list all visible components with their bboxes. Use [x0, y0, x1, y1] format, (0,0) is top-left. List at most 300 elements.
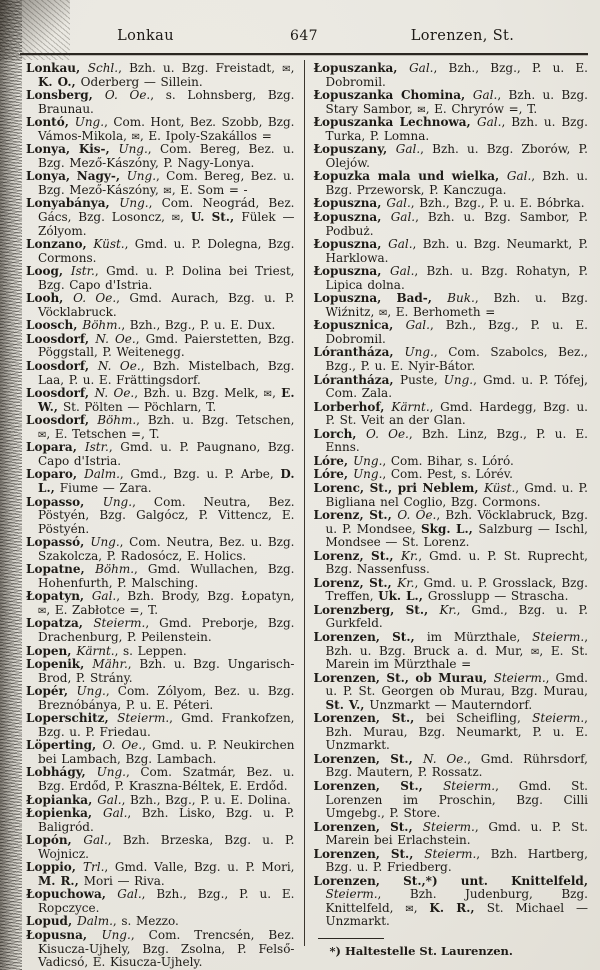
entry-name: Łopianka,	[26, 792, 98, 807]
header-rule	[20, 53, 588, 55]
gazetteer-entry	[26, 807, 295, 834]
entry-text: , Bzh. u. Bzg. Rohatyn, P. Lipica dolna.	[325, 264, 588, 292]
entry-text: , Gmd. Valle, Bzg. u. P. Mori,	[104, 860, 295, 875]
crownland-abbrev: Ung.	[443, 372, 474, 387]
entry-text: , Gmd. Frankofzen, Bzg. u. P. Friedau.	[38, 711, 295, 739]
entry-name: Lorenzen, St.,	[313, 819, 423, 834]
entry-text: Fiume — Zara.	[59, 480, 152, 495]
gazetteer-entry	[314, 346, 589, 373]
entry-text: , E. Som = -	[171, 182, 248, 197]
entry-text: , Gmd. u. P. St. Georgen ob Murau, Bzg. Murau,	[325, 670, 588, 699]
crownland-abbrev: Gal.	[388, 237, 413, 252]
post-horn-icon: ✉	[378, 307, 388, 319]
entry-text: , Gmd. u. P. Tófej, Com. Zala.	[325, 372, 588, 401]
gazetteer-entry	[26, 712, 295, 739]
crownland-abbrev: N. Oe.	[94, 386, 135, 401]
entry-text: , E. Ipoly-Szakállos =	[139, 128, 272, 143]
gazetteer-entry	[314, 468, 589, 482]
gazetteer-entry	[26, 645, 295, 659]
crownland-abbrev: Küst.	[484, 480, 516, 495]
entry-name: Lorenzen, St.,	[313, 629, 427, 644]
entry-name: Lopasso,	[26, 494, 103, 509]
entry-name: Loosdorf,	[26, 386, 95, 401]
gazetteer-entry	[314, 712, 589, 753]
entry-text: , Gmd. u. P. Grosslack, Bzg. Treffen,	[325, 575, 588, 604]
gazetteer-entry	[314, 672, 589, 713]
entry-text: , Com. Neográd, Bez. Gács, Bzg. Losoncz,	[38, 196, 295, 225]
entry-text: Unzmarkt — Mauterndorf.	[369, 697, 533, 712]
gazetteer-entry	[26, 238, 295, 265]
entry-name: Lóre,	[313, 467, 354, 482]
gazetteer-entry	[314, 821, 589, 848]
entry-text: , Com. Zólyom, Bez. u. Bzg. Breznóbánya, P. u. E. Péteri.	[38, 684, 295, 712]
crownland-abbrev: Dalm.	[84, 467, 120, 482]
gazetteer-entry	[26, 319, 295, 333]
entry-name: Łopuszna,	[313, 196, 387, 211]
gazetteer-entry	[314, 550, 589, 577]
entry-name: U. St.,	[190, 210, 242, 225]
crownland-abbrev: N. Oe.	[97, 359, 141, 374]
entry-text: , Bzh. u. Bzg. Wiźnitz,	[325, 291, 588, 319]
crownland-abbrev: Ung.	[126, 169, 157, 184]
crownland-abbrev: Gal.	[477, 115, 502, 130]
entry-name: Łopienka,	[26, 806, 103, 821]
gazetteer-entry	[26, 143, 295, 170]
entry-name: Lopassó,	[26, 535, 91, 550]
entry-text: , Gmd. Hardegg, Bzg. u. P. St. Veit an der Glan.	[325, 399, 588, 428]
gazetteer-entry	[314, 238, 589, 265]
gazetteer-entry	[26, 794, 295, 808]
entry-text: , Bzh., Bzg., P. u. E. Dolina.	[121, 792, 291, 807]
gazetteer-entry	[26, 739, 295, 766]
crownland-abbrev: Steierm.	[117, 711, 170, 726]
post-horn-icon: ✉	[417, 104, 426, 116]
entry-text: , Gmd. u. P. Neukirchen bei Lambach, Bzg. Lambach.	[38, 738, 295, 766]
gazetteer-entry	[26, 116, 295, 143]
crownland-abbrev: Steierm.	[93, 616, 146, 631]
entry-text: , Bzh. u. Bzg. Turka, P. Lomna.	[325, 115, 588, 143]
entry-name: Lobhágy,	[26, 765, 97, 780]
gazetteer-entry	[26, 685, 295, 712]
crownland-abbrev: Küst.	[93, 237, 125, 252]
entry-name: Łopuszanka Lechnowa,	[313, 115, 478, 130]
entry-name: Looh,	[26, 291, 74, 306]
entry-text: , Com. Hont, Bez. Szobb, Bzg. Vámos-Mikola,	[38, 115, 295, 143]
crownland-abbrev: O. Oe.	[104, 88, 151, 103]
entry-name: Lorenzen, St.,*) unt. Knittelfeld,	[313, 873, 588, 888]
entry-text: Salzburg — Ischl, Mondsee — St. Lorenz.	[325, 521, 588, 550]
text-columns	[18, 60, 590, 970]
entry-text: , E. Chryrów =, T.	[425, 101, 538, 116]
footnote-rule	[318, 938, 384, 939]
crownland-abbrev: O. Oe.	[366, 426, 409, 441]
gazetteer-entry	[314, 753, 589, 780]
crownland-abbrev: Gal.	[472, 88, 498, 103]
crownland-abbrev: Steierm.	[532, 629, 585, 644]
header-left-keyword: Lonkau	[117, 28, 174, 44]
entry-name: Lonya, Kis-,	[26, 142, 119, 157]
post-horn-icon: ✉	[38, 429, 47, 441]
entry-name: Lopatne,	[26, 562, 96, 577]
crownland-abbrev: Gal.	[395, 142, 421, 157]
gazetteer-entry	[314, 374, 589, 401]
gazetteer-entry	[26, 333, 295, 360]
entry-name: Lonzano,	[26, 237, 94, 252]
page-number: 647	[290, 28, 318, 44]
gazetteer-entry	[314, 482, 589, 509]
entry-name: Łopuszanka,	[313, 61, 410, 75]
crownland-abbrev: Steierm.	[422, 819, 475, 834]
footnote: *) Haltestelle St. Laurenzen.	[329, 944, 513, 958]
entry-text: , Bzh. Brzeska, Bzg. u. P. Wojnicz.	[38, 833, 295, 861]
entry-name: Lorenz, St.,	[313, 508, 398, 523]
crownland-abbrev: O. Oe.	[102, 738, 143, 753]
entry-text: , Bzh. Linz, Bzg., P. u. E. Enns.	[325, 426, 588, 455]
entry-name: Uk. L.,	[378, 589, 428, 604]
crownland-abbrev: Gal.	[97, 792, 122, 807]
entry-name: Lorenzberg, St.,	[313, 602, 440, 617]
entry-name: Skg. L.,	[421, 521, 479, 536]
entry-name: Lonkau,	[26, 61, 88, 75]
gazetteer-entry	[26, 62, 295, 89]
entry-text: , Com. Pest, s. Lórév.	[382, 467, 513, 482]
entry-text: , Gmd. u. P. Dolina bei Triest, Bzg. Capo d'Istria.	[38, 264, 295, 292]
entry-name: Lopenik,	[26, 657, 93, 672]
gazetteer-entry	[314, 631, 589, 672]
crownland-abbrev: Gal.	[91, 589, 117, 604]
crownland-abbrev: Istr.	[70, 264, 95, 279]
entry-name: M. R.,	[38, 873, 84, 888]
gazetteer-entry	[26, 658, 295, 685]
crownland-abbrev: Gal.	[405, 318, 430, 333]
gazetteer-entry	[314, 170, 589, 197]
crownland-abbrev: Ung.	[96, 765, 126, 780]
entry-name: Lorenc, St., pri Neblem,	[313, 480, 485, 495]
post-horn-icon: ✉	[263, 389, 273, 401]
entry-name: Lopuszna, Bad-,	[313, 291, 448, 306]
entry-name: Löperting,	[26, 738, 103, 753]
entry-name: St. V.,	[325, 697, 370, 712]
gazetteer-entry	[314, 428, 589, 455]
entry-text: , Bzh. u. Bzg. Neumarkt, P. Harklowa.	[325, 237, 588, 265]
entry-name: Lopen,	[26, 643, 77, 658]
crownland-abbrev: O. Oe.	[397, 508, 437, 523]
entry-text: , Bzh., Bzg., P. u. E. Dobromil.	[325, 61, 588, 89]
crownland-abbrev: Steierm.	[532, 711, 585, 726]
entry-text: im Mürzthale,	[426, 629, 533, 644]
entry-name: D. L.,	[38, 467, 295, 495]
gazetteer-entry	[314, 211, 589, 238]
crownland-abbrev: O. Oe.	[73, 291, 117, 306]
gazetteer-entry	[26, 617, 295, 644]
crownland-abbrev: Ung.	[101, 928, 131, 942]
entry-name: Łopuzka mala und wielka,	[313, 169, 507, 184]
entry-name: Łopusznica,	[313, 318, 406, 333]
entry-name: Loparo,	[26, 467, 85, 482]
entry-text: , Bzh. Vöcklabruck, Bzg. u. P. Mondsee,	[325, 508, 588, 536]
crownland-abbrev: Gal.	[409, 61, 434, 75]
crownland-abbrev: Kr.	[401, 548, 419, 563]
gazetteer-entry	[26, 265, 295, 292]
entry-text: , Com. Neutra, Bez. u. Bzg. Szakolcza, P. Radosócz, E. Holics.	[38, 535, 295, 563]
entry-text: , Gmd. Aurach, Bzg. u. P. Vöcklabruck.	[38, 291, 295, 319]
gazetteer-entry	[26, 170, 295, 197]
entry-text: , E. Tetschen =, T.	[46, 426, 160, 441]
entry-text: , Bzh. Mistelbach, Bzg. Laa, P. u. E. Frättingsdorf.	[38, 359, 295, 387]
crownland-abbrev: Gal.	[386, 196, 411, 211]
entry-text: , Gmd. Wullachen, Bzg. Hohenfurth, P. Malsching.	[38, 562, 295, 590]
entry-text: Mori — Riva.	[83, 873, 165, 888]
entry-name: Loosdorf,	[26, 359, 98, 374]
entry-name: Loosdorf,	[26, 413, 98, 428]
gazetteer-entry	[314, 292, 589, 319]
crownland-abbrev: Gal.	[83, 833, 108, 848]
entry-text: , Com. Trencsén, Bez. Kisucza-Ujhely, Bzg. Zsolna, P. Felső-Vadicsó, E. Kisucza-Ujhely.	[38, 928, 295, 970]
entry-text: , Bzh., Bzg., P. u. E. Dobromil.	[325, 318, 588, 346]
crownland-abbrev: Gal.	[103, 806, 128, 821]
entry-text: ,	[290, 61, 295, 75]
gazetteer-entry	[26, 915, 295, 929]
entry-name: Loosch,	[26, 318, 83, 333]
gazetteer-entry	[26, 387, 295, 414]
entry-name: Lorberhof,	[313, 399, 392, 414]
crownland-abbrev: Steierm.	[443, 778, 496, 793]
running-header	[22, 28, 586, 44]
entry-text: , Com. Bereg, Bez. u. Bzg. Mező-Kászóny,	[38, 169, 295, 197]
entry-name: Łopuszany,	[313, 142, 396, 157]
post-horn-icon: ✉	[163, 185, 172, 197]
entry-text: , Bzh. u. Bzg. Freistadt,	[118, 61, 283, 75]
right-column	[305, 60, 591, 958]
entry-text: bei Scheifling,	[426, 711, 533, 726]
entry-name: Lórantháza,	[313, 372, 400, 387]
crownland-abbrev: Gal.	[389, 264, 415, 279]
crownland-abbrev: Steierm.	[493, 670, 546, 685]
gazetteer-entry	[26, 414, 295, 441]
entry-text: , Gmd. u. P. Paugnano, Bzg. Capo d'Istria.	[38, 440, 295, 468]
entry-name: Lonya, Nagy-,	[26, 169, 127, 184]
gazetteer-entry	[314, 265, 589, 292]
gazetteer-entry	[26, 861, 295, 888]
post-horn-icon: ✉	[38, 605, 47, 617]
entry-text: , Bzh. u. Bzg. Ungarisch-Brod, P. Strány.	[38, 657, 295, 685]
entry-name: Łopusna,	[26, 928, 102, 942]
gazetteer-entry	[26, 929, 295, 970]
entry-text: ,	[272, 386, 282, 401]
gazetteer-entry	[314, 319, 589, 346]
crownland-abbrev: Ung.	[353, 453, 383, 468]
entry-name: Loppio,	[26, 860, 83, 875]
crownland-abbrev: Ung.	[90, 535, 120, 550]
entry-name: Łopuchowa,	[26, 887, 118, 902]
entry-text: , Bzh. u. Bzg. Zborów, P. Olejów.	[325, 142, 588, 170]
crownland-abbrev: N. Oe.	[422, 751, 468, 766]
gazetteer-entry	[314, 62, 589, 89]
crownland-abbrev: Ung.	[102, 494, 133, 509]
gazetteer-entry	[26, 834, 295, 861]
gazetteer-entry	[314, 604, 589, 631]
crownland-abbrev: Ung.	[118, 142, 148, 157]
entry-name: Lonsberg,	[26, 88, 105, 103]
entry-text: Grosslupp — Strascha.	[427, 589, 569, 604]
entry-name: Łopuszanka Chomina,	[313, 88, 473, 103]
gazetteer-entry	[314, 455, 589, 469]
post-horn-icon: ✉	[282, 64, 291, 75]
entry-name: Lorch,	[313, 426, 366, 441]
entry-text: , Bzh. u. Bzg. Przeworsk, P. Kanczuga.	[325, 169, 588, 197]
entry-text: Fülek — Zólyom.	[38, 210, 295, 238]
entry-name: Łopuszna,	[313, 210, 391, 225]
crownland-abbrev: Ung.	[119, 196, 149, 211]
crownland-abbrev: Kr.	[439, 602, 457, 617]
entry-text: , s. Mezzo.	[112, 914, 179, 929]
crownland-abbrev: Kärnt.	[76, 643, 115, 658]
entry-name: Lorenz, St.,	[313, 548, 402, 563]
entry-text: , Bzh. Hartberg, Bzg. u. P. Friedberg.	[325, 846, 588, 875]
crownland-abbrev: Schl.	[87, 61, 119, 75]
gazetteer-entry	[26, 292, 295, 319]
entry-name: Lorenzen, St.,	[313, 846, 425, 861]
entry-text: , Gmd. u. P. Bigliana nel Coglio, Bzg. Cormons.	[325, 480, 588, 509]
gazetteer-entry	[314, 509, 589, 550]
entry-name: Lorenzen, St.,	[313, 751, 423, 766]
entry-text: St. Michael — Unzmarkt.	[325, 900, 588, 929]
entry-text: ,	[413, 900, 430, 915]
entry-name: Lopón,	[26, 833, 84, 848]
entry-text: , Bzh., Bzg., P. u. E. Dux.	[121, 318, 276, 333]
gazetteer-entry	[314, 116, 589, 143]
entry-text: St. Pölten — Pöchlarn, T.	[62, 399, 217, 414]
gazetteer-entry	[314, 577, 589, 604]
entry-name: Loosdorf,	[26, 331, 96, 346]
entry-name: Lopér,	[26, 684, 77, 699]
entry-name: Lorenz, St.,	[313, 575, 398, 590]
crownland-abbrev: Mähr.	[92, 657, 128, 672]
entry-name: Lóre,	[313, 453, 354, 468]
entry-text: , Bzh. u. Bzg. Melk,	[134, 386, 264, 401]
entry-text: , E. St. Marein im Mürzthale =	[325, 643, 589, 672]
entry-text: , Gmd., Bzg. u. P. Arbe,	[119, 467, 281, 482]
entry-text: , Bzh. Brody, Bzg. Łopatyn,	[116, 589, 295, 604]
gazetteer-entry	[26, 563, 295, 590]
entry-name: Lorenzen, St.,	[313, 778, 444, 793]
entry-text: , Com. Szatmár, Bez. u. Bzg. Erdőd, P. Kraszna-Béltek, E. Erdőd.	[38, 765, 295, 793]
entry-name: K. O.,	[38, 74, 81, 89]
entry-text: , Bzh., Bzg., P. u. E. Bóbrka.	[410, 196, 585, 211]
entry-text: , Gmd. u. P. Dolegna, Bzg. Cormons.	[38, 237, 295, 265]
entry-text: , Gmd. u. P. St. Ruprecht, Bzg. Nassenfuss.	[325, 548, 588, 577]
crownland-abbrev: Istr.	[84, 440, 109, 455]
entry-text: , Com. Bereg, Bez. u. Bzg. Mező-Kászóny, P. Nagy-Lonya.	[38, 142, 295, 170]
post-horn-icon: ✉	[405, 903, 414, 915]
entry-name: Lonyabánya,	[26, 196, 120, 211]
entry-text: , Com. Neutra, Bez. Pöstyén, Bzg. Galgócz, P. Vittencz, E. Pöstyén.	[38, 494, 295, 536]
entry-text: ,	[180, 210, 191, 225]
crownland-abbrev: Gal.	[506, 169, 532, 184]
entry-name: E. W.,	[38, 386, 295, 414]
gazetteer-entry	[314, 143, 589, 170]
entry-name: Lopud,	[26, 914, 78, 929]
gazetteer-entry	[26, 496, 295, 537]
crownland-abbrev: Kr.	[397, 575, 415, 590]
gazetteer-entry	[314, 848, 589, 875]
crownland-abbrev: Dalm.	[77, 914, 113, 929]
crownland-abbrev: Ung.	[76, 684, 106, 699]
entry-text: , Gmd. Rührsdorf, Bzg. Mautern, P. Rossatz.	[325, 751, 588, 780]
entry-text: , E. Zabłotce =, T.	[46, 602, 159, 617]
crownland-abbrev: Steierm.	[424, 846, 477, 861]
entry-text: , Bzh., Bzg., P. u. E. Ropczyce.	[38, 887, 295, 915]
crownland-abbrev: Buk.	[447, 291, 475, 306]
crownland-abbrev: Kärnt.	[391, 399, 430, 414]
entry-name: Lopara,	[26, 440, 85, 455]
gazetteer-entry	[26, 766, 295, 793]
crownland-abbrev: Gal.	[390, 210, 416, 225]
entry-text: , Gmd. Paierstetten, Bzg. Pöggstall, P. Weitenegg.	[38, 331, 295, 360]
entry-text: , s. Leppen.	[114, 643, 187, 658]
crownland-abbrev: Trl.	[83, 860, 105, 875]
crownland-abbrev: Ung.	[353, 467, 383, 482]
gazetteer-entry	[26, 197, 295, 238]
entry-text: Puste,	[400, 372, 444, 387]
entry-text: , Bzh. u. Bzg. Tetschen,	[136, 413, 295, 428]
gazetteer-entry	[26, 89, 295, 116]
entry-text: , Bzh. Lisko, Bzg. u. P. Baligród.	[38, 806, 295, 834]
left-column	[18, 60, 304, 970]
entry-text: , Gmd., Bzg. u. P. Gurkfeld.	[325, 602, 588, 631]
entry-name: Loog,	[26, 264, 71, 279]
entry-text: , E. Berhometh =	[387, 304, 496, 319]
gazetteer-entry	[26, 441, 295, 468]
gazetteer-entry	[26, 360, 295, 387]
header-right-keyword: Lorenzen, St.	[410, 28, 515, 44]
entry-name: Loperschitz,	[26, 711, 118, 726]
crownland-abbrev: Ung.	[404, 345, 434, 360]
entry-text: , Com. Szabolcs, Bez., Bzg., P. u. E. Nyir-Bátor.	[325, 345, 588, 374]
crownland-abbrev: N. Oe.	[95, 331, 136, 346]
entry-name: Lopatza,	[26, 616, 94, 631]
entry-text: , Bzh. u. Bzg. Sambor, P. Podbuż.	[325, 210, 588, 238]
entry-name: Łopuszna,	[313, 237, 389, 252]
post-horn-icon: ✉	[131, 131, 140, 143]
gazetteer-entry	[26, 888, 295, 915]
entry-name: Łopatyn,	[26, 589, 92, 604]
entry-text: , s. Lohnsberg, Bzg. Braunau.	[38, 88, 295, 116]
entry-text: , Bzh. u. Bzg. Bruck a. d. Mur,	[325, 629, 589, 658]
gazetteer-entry	[314, 875, 589, 929]
entry-text: , Gmd. Preborje, Bzg. Drachenburg, P. Peilenstein.	[38, 616, 295, 644]
entry-name: Łopuszna,	[313, 264, 390, 279]
entry-text: , Bzh. u. Bzg. Stary Sambor,	[325, 88, 588, 116]
post-horn-icon: ✉	[171, 213, 181, 225]
entry-text: Oderberg — Sillein.	[80, 74, 203, 89]
crownland-abbrev: Böhm.	[82, 318, 122, 333]
crownland-abbrev: Gal.	[117, 887, 142, 902]
crownland-abbrev: Ung.	[74, 115, 105, 130]
entry-name: Lontó,	[26, 115, 75, 130]
gazetteer-entry	[314, 780, 589, 821]
gazetteer-entry	[26, 536, 295, 563]
crownland-abbrev: Böhm.	[97, 413, 137, 428]
entry-text: , Gmd. u. P. St. Marein bei Erlachstein.	[325, 819, 588, 848]
post-horn-icon: ✉	[531, 646, 540, 658]
entry-name: Lorenzen, St.,	[313, 711, 427, 726]
crownland-abbrev: Böhm.	[95, 562, 135, 577]
entry-text: , Gmd. St. Lorenzen im Proschin, Bzg. Cilli Umgebg., P. Store.	[325, 778, 588, 821]
gazetteer-entry	[314, 401, 589, 428]
gazetteer-entry	[314, 197, 589, 211]
gazetteer-entry	[26, 590, 295, 617]
